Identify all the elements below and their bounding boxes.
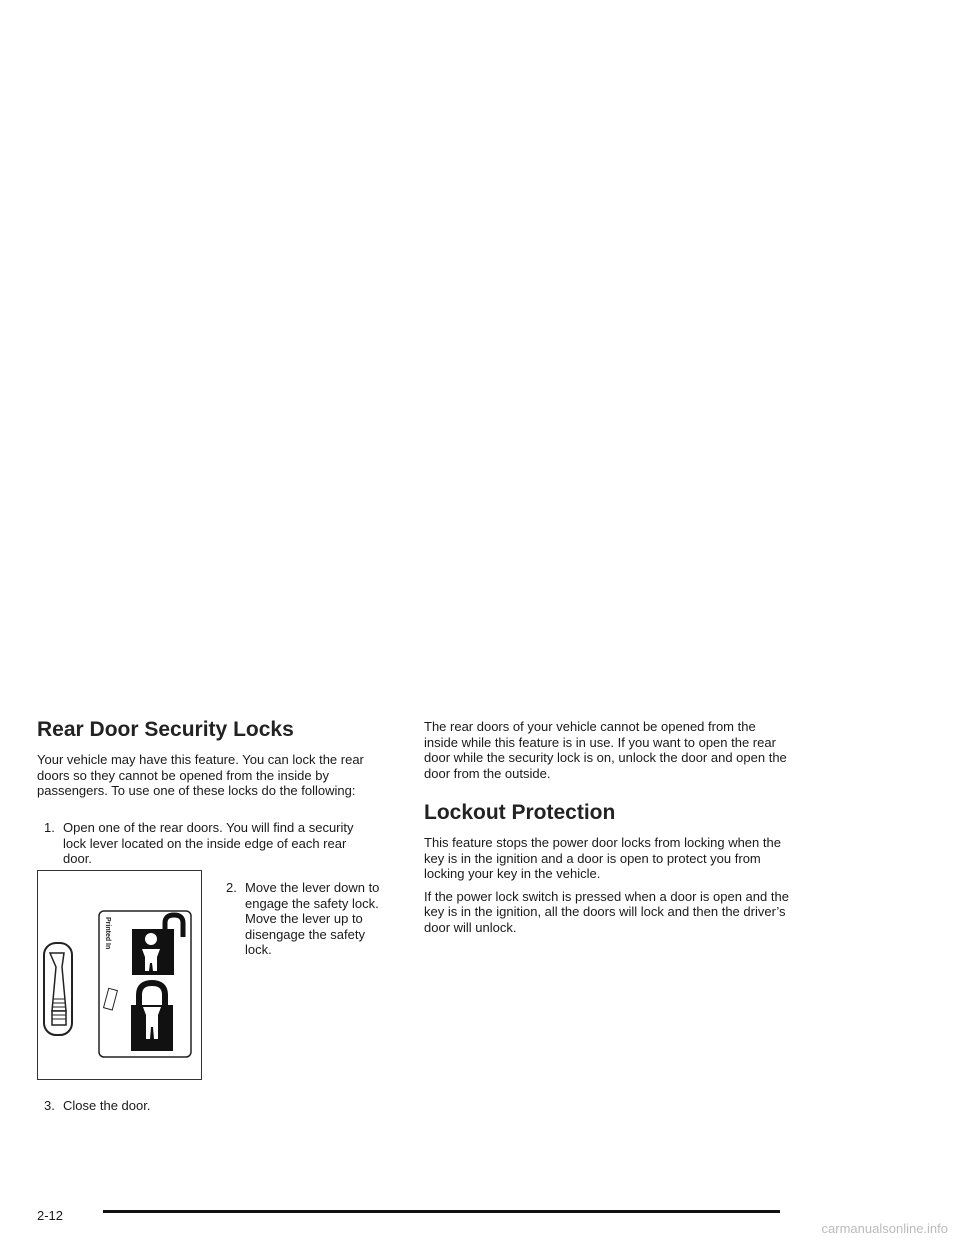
left-column xyxy=(37,716,387,806)
step-number: 2. xyxy=(226,880,237,895)
step-number: 1. xyxy=(44,820,55,835)
section-heading-rear-door-security-locks: Rear Door Security Locks xyxy=(37,718,294,741)
footer-rule xyxy=(103,1210,780,1213)
step-3 xyxy=(44,1098,244,1114)
child-locked-icon xyxy=(131,983,173,1051)
page-number: 2-12 xyxy=(37,1208,64,1223)
step-2 xyxy=(226,880,386,958)
watermark: carmanualsonline.info xyxy=(821,1221,948,1236)
intro-paragraph: Your vehicle may have this feature. You can lock the rear doors so they cannot be opened from the inside by passengers. To use one of these locks do the following: xyxy=(37,752,364,798)
step-text: Close the door. xyxy=(63,1098,151,1113)
rear-doors-paragraph: The rear doors of your vehicle cannot be opened from the inside while this feature is in use. If you want to open the rear door while the security lock is on, unlock the door and open the door from the outside. xyxy=(424,719,787,781)
lockout-paragraph-1: This feature stops the power door locks from locking when the key is in the ignition and a door is open to protect you from locking your key in the vehicle. xyxy=(424,835,781,881)
section-heading-lockout-protection: Lockout Protection xyxy=(424,801,616,824)
step-text: Open one of the rear doors. You will find a security lock lever located on the inside edge of each rear door. xyxy=(63,820,354,866)
label-text: Printed In xyxy=(104,917,111,950)
lockout-paragraph-2: If the power lock switch is pressed when a door is open and the key is in the ignition, all the doors will lock and then the driver’s door will unlock. xyxy=(424,888,789,935)
security-lock-illustration xyxy=(38,871,201,1079)
step-text: Move the lever down to engage the safety lock. Move the lever up to disengage the safety lock. xyxy=(245,880,380,957)
lever-icon xyxy=(44,943,72,1035)
right-column xyxy=(424,719,789,942)
step-1 xyxy=(44,820,374,867)
security-lock-figure xyxy=(37,870,202,1080)
step-number: 3. xyxy=(44,1098,55,1113)
